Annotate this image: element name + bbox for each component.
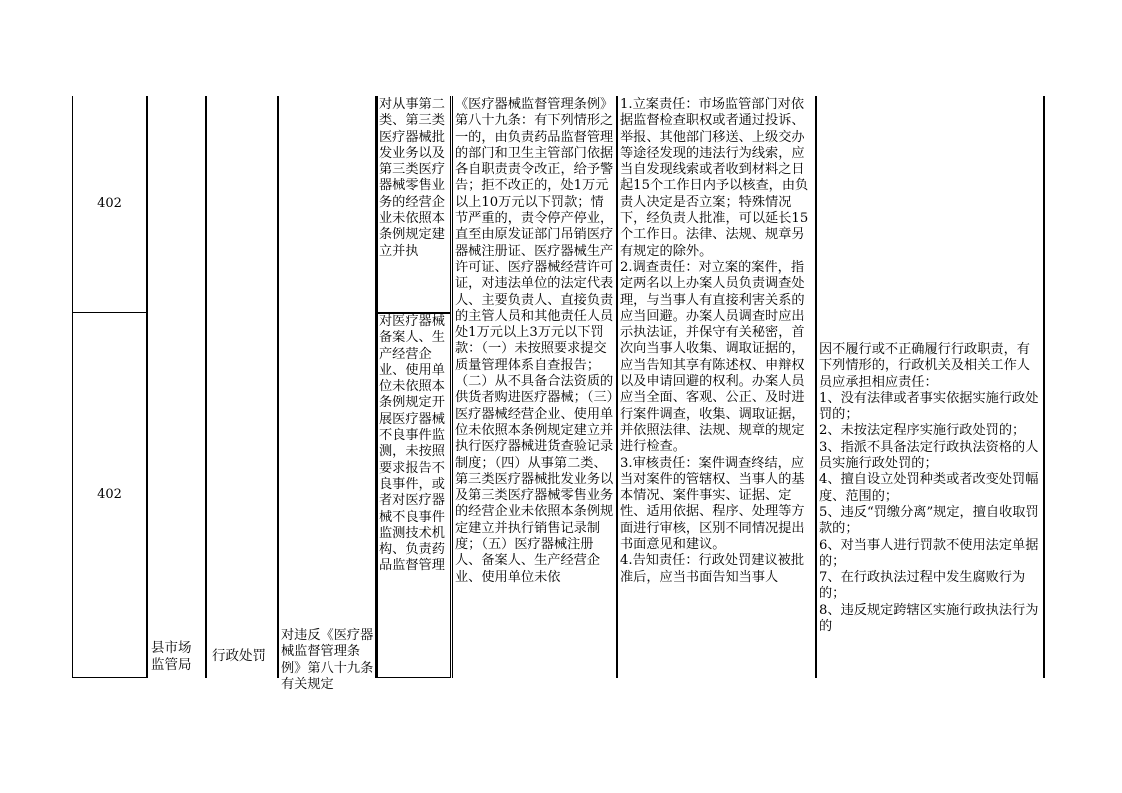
grid-line (1043, 96, 1045, 678)
grid-line (146, 96, 148, 678)
grid-line (815, 96, 817, 678)
grid-line (377, 96, 378, 678)
legal-basis-cell: 《医疗器械监督管理条例》第八十九条：有下列情形之一的，由负责药品监督管理的部门和卫生主管部门依据各自职责责令改正，给予警告；拒不改正的，处1万元以上10万元以下罚款；情节严重的，责令停产停业，直至由原发证部门吊销医疗器械注册证、医疗器械生产许可证、医疗器械经营许可证，对违法单位的法定代表人、主要负责人、直接负责的主管人员和其他责任人员处1万元以上3万元以下罚款：（一）未按照要求提交质量管理体系自查报告；（二）从不具备合法资质的供货者购进医疗器械；（三）医疗器械经营企业、使用单位未依照本条例规定建立并执行医疗器械进货查验记录制度；（四）从事第二类、第三类医疗器械批发业务以及第三类医疗器械零售业务的经营企业未依照本条例规定建立并执行销售记录制度；（五）医疗器械注册人、备案人、生产经营企业、使用单位未依 (455, 97, 614, 585)
grid-line (72, 677, 148, 678)
department-cell: 县市场 监管局 (151, 640, 192, 673)
row-id: 402 (97, 486, 122, 502)
grid-line (616, 96, 618, 678)
sub-item-cell: 对从事第二类、第三类医疗器械批发业务以及第三类医疗器械零售业务的经营企业未依照本条例规定建立并执 (379, 97, 445, 259)
grid-line (277, 96, 279, 678)
power-type-cell: 行政处罚 (212, 648, 266, 664)
grid-line (450, 96, 451, 678)
row-id: 402 (97, 196, 122, 212)
sub-item-cell: 对医疗器械备案人、生产经营企业、使用单位未依照本条例规定开展医疗器械不良事件监测，未按照要求报告不良事件，或者对医疗器械不良事件监测技术机构、负责药品监督管理 (379, 314, 445, 574)
grid-line (377, 677, 451, 678)
accountability-cell: 因不履行或不正确履行行政职责，有下列情形的，行政机关及相关工作人员应承担相应责任： 1、没有法律或者事实依据实施行政处罚的； 2、未按法定程序实施行政处罚的； 3、指派不具备法定行政执法资格的人员实施行政处罚的； 4、擅自设立处罚种类或者改变处罚幅度、范围的； 5、违反“罚缴分离”规定，擅自收取罚款的； 6、对当事人进行罚款不使用法定单据的； 7、在行政执法过程中发生腐败行为的； 8、违反规定跨辖区实施行政执法行为的 (819, 342, 1039, 635)
grid-line (205, 96, 207, 678)
grid-line (452, 96, 453, 678)
item-name-cell: 对违反《医疗器械监督管理条例》第八十九条有关规定 (281, 628, 374, 692)
responsibilities-cell: 1.立案责任：市场监管部门对依据监督检查职权或者通过投诉、举报、其他部门移送、上级交办等途径发现的违法行为线索，应当自发现线索或者收到材料之日起15个工作日内予以核查，由负责人决定是否立案；特殊情况下，经负责人批准，可以延长15个工作日。法律、法规、规章另有规定的除外。 2.调查责任：对立案的案件，指定两名以上办案人员负责调查处理，与当事人有直接利害关系的应当回避。办案人员调查时应出示执法证，并保守有关秘密，首次向当事人收集、调取证据的，应当告知其享有陈述权、申辩权以及申请回避的权利。办案人员应当全面、客观、公正、及时进行案件调查，收集、调取证据，并依照法律、法规、规章的规定进行检查。 3.审核责任：案件调查终结，应当对案件的管辖权、当事人的基本情况、案件事实、证据、定性、适用依据、程序、处理等方面进行审核，区别不同情况提出书面意见和建议。 4.告知责任：行政处罚建议被批准后，应当书面告知当事人 (620, 97, 809, 585)
